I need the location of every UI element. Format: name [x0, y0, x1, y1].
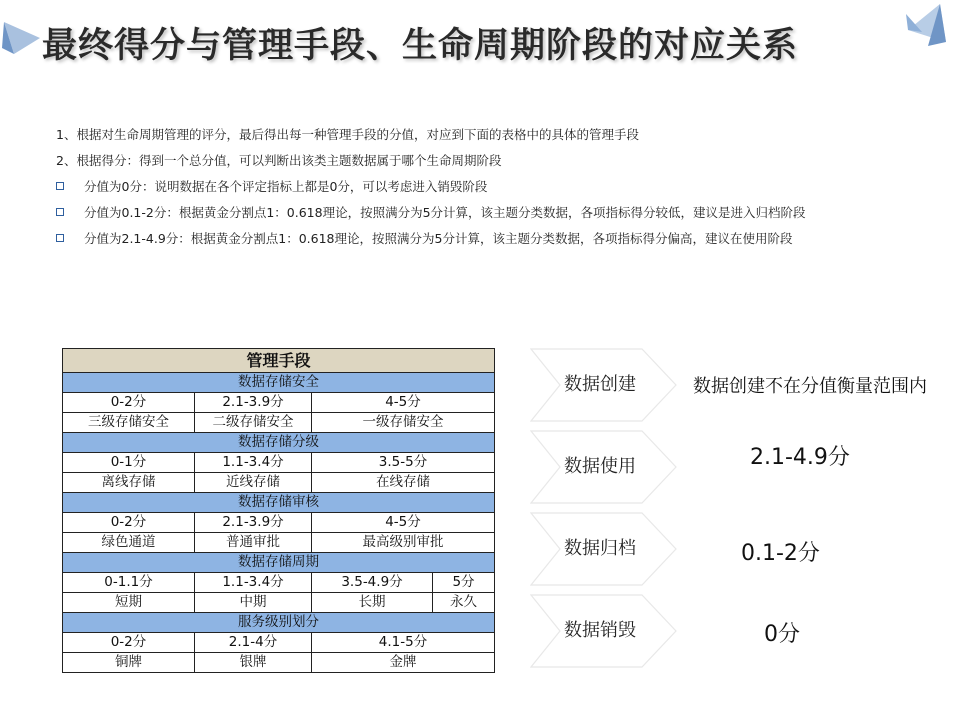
section-title: 数据存储周期: [63, 553, 495, 573]
table-cell: 0-2分: [63, 393, 195, 413]
stage-label: 数据销毁: [564, 620, 636, 641]
square-bullet-icon: [56, 234, 64, 242]
table-cell: 2.1-3.9分: [195, 393, 312, 413]
corner-triangle-right-icon: [902, 2, 952, 50]
table-cell: 2.1-4分: [195, 633, 312, 653]
stage-chevron-archive: [530, 512, 680, 586]
section-title: 数据存储分级: [63, 433, 495, 453]
table-cell: 铜牌: [63, 653, 195, 673]
bullet-item: 分值为2.1-4.9分：根据黄金分割点1：0.618理论，按照满分为5分计算，该主题分类数据，各项指标得分偏高，建议在使用阶段: [56, 226, 896, 252]
table-cell: 近线存储: [195, 473, 312, 493]
table-cell: 0-1.1分: [63, 573, 195, 593]
table-cell: 0-2分: [63, 633, 195, 653]
management-table: [62, 348, 495, 673]
intro-line-2: 2、根据得分：得到一个总分值，可以判断出该类主题数据属于哪个生命周期阶段: [56, 153, 502, 168]
table-cell: 一级存储安全: [312, 413, 495, 433]
table-cell: 5分: [433, 573, 495, 593]
section-title: 服务级别划分: [63, 613, 495, 633]
stage-label: 数据归档: [564, 538, 636, 559]
table-cell: 短期: [63, 593, 195, 613]
square-bullet-icon: [56, 208, 64, 216]
table-cell: 最高级别审批: [312, 533, 495, 553]
bullet-item: 分值为0.1-2分：根据黄金分割点1：0.618理论，按照满分为5分计算，该主题分类数据，各项指标得分较低，建议是进入归档阶段: [56, 200, 896, 226]
table-cell: 绿色通道: [63, 533, 195, 553]
table-cell: 4-5分: [312, 393, 495, 413]
table-cell: 普通审批: [195, 533, 312, 553]
table-cell: 永久: [433, 593, 495, 613]
table-cell: 二级存储安全: [195, 413, 312, 433]
table-cell: 金牌: [312, 653, 495, 673]
stage-chevron-destroy: [530, 594, 680, 668]
table-cell: 3.5-4.9分: [312, 573, 433, 593]
intro-text: [56, 122, 906, 252]
stage-chevron-create: [530, 348, 680, 422]
square-bullet-icon: [56, 182, 64, 190]
stage-score-use: 2.1-4.9分: [750, 445, 850, 470]
table-cell: 三级存储安全: [63, 413, 195, 433]
table-cell: 1.1-3.4分: [195, 573, 312, 593]
table-cell: 中期: [195, 593, 312, 613]
table-cell: 在线存储: [312, 473, 495, 493]
stage-score-destroy: 0分: [764, 622, 800, 647]
stage-label: 数据创建: [564, 374, 636, 395]
section-title: 数据存储审核: [63, 493, 495, 513]
table-cell: 银牌: [195, 653, 312, 673]
stage-label: 数据使用: [564, 456, 636, 477]
table-cell: 3.5-5分: [312, 453, 495, 473]
table-cell: 4-5分: [312, 513, 495, 533]
table-header: 管理手段: [63, 349, 495, 373]
table-cell: 2.1-3.9分: [195, 513, 312, 533]
table-cell: 4.1-5分: [312, 633, 495, 653]
table-cell: 离线存储: [63, 473, 195, 493]
table-cell: 0-2分: [63, 513, 195, 533]
table-cell: 0-1分: [63, 453, 195, 473]
stage-score-archive: 0.1-2分: [741, 541, 820, 566]
section-title: 数据存储安全: [63, 373, 495, 393]
bullet-item: 分值为0分：说明数据在各个评定指标上都是0分，可以考虑进入销毁阶段: [56, 174, 906, 200]
intro-line-1: 1、根据对生命周期管理的评分，最后得出每一种管理手段的分值，对应到下面的表格中的具体的管理手段: [56, 127, 639, 142]
table-cell: 长期: [312, 593, 433, 613]
stage-score-create: 数据创建不在分值衡量范围内: [693, 376, 927, 397]
stage-chevron-use: [530, 430, 680, 504]
corner-triangle-left-icon: [0, 18, 44, 58]
table-cell: 1.1-3.4分: [195, 453, 312, 473]
page-title: 最终得分与管理手段、生命周期阶段的对应关系: [42, 26, 799, 66]
